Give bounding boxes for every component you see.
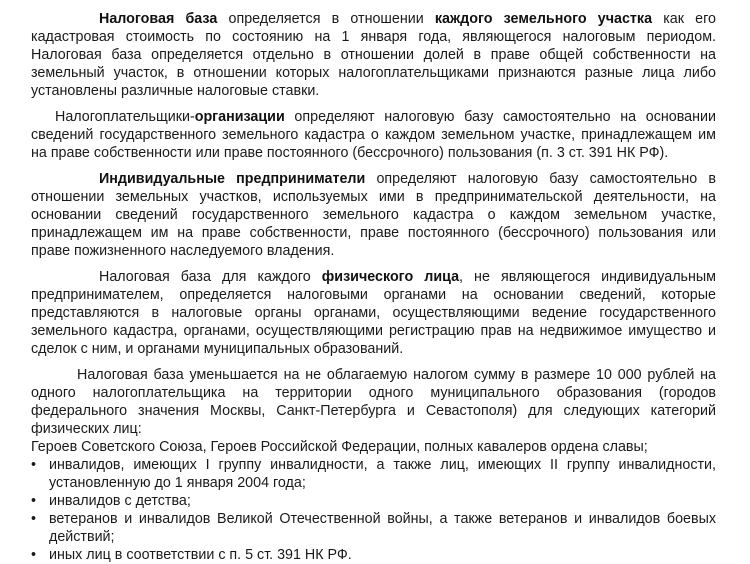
- list-item: [31, 510, 716, 546]
- bullet-icon: •: [31, 493, 37, 509]
- paragraph-entrepreneurs: [31, 170, 716, 260]
- bold-term: физического лица: [321, 269, 460, 285]
- bullet-icon: •: [31, 511, 37, 527]
- bold-term: Налоговая база: [99, 11, 218, 27]
- paragraph-text: как его кадастровая стоимость по состоянию на 1 января года, являющегося налоговым периодом. Налоговая база определяется отдельно в отношении долей в праве общей собственности на земельный участок, в отношении которых налогоплательщиками признаются разные лица либо установлены различные налоговые ставки.: [31, 11, 716, 99]
- list-item-text: инвалидов, имеющих I группу инвалидности, а также лиц, имеющих II группу инвалидности, установленную до 1 января 2004 года;: [49, 457, 716, 491]
- list-item-text: ветеранов и инвалидов Великой Отечественной войны, а также ветеранов и инвалидов боевых действий;: [49, 511, 716, 545]
- bullet-icon: •: [31, 547, 37, 563]
- paragraph-text: Налоговая база уменьшается на не облагаемую налогом сумму в размере 10 000 рублей на одного налогоплательщика на территории одного муниципального образования (городов федерального значения Москвы, Санкт-Петербурга и Севастополя) для следующих категорий физических лиц:: [31, 367, 716, 437]
- category-list: [31, 456, 716, 564]
- paragraph-deduction: [31, 366, 716, 438]
- list-item-text: иных лиц в соответствии с п. 5 ст. 391 НК РФ.: [49, 547, 352, 563]
- paragraph-text: определяют налоговую базу самостоятельно в отношении земельных участков, используемых ими в предпринимательской деятельности, на основании сведений государственного земельного кадастра о каждом земельном участке, принадлежащем им на праве собственности, праве постоянного (бессрочного) пользования или праве пожизненного наследуемого владения.: [31, 171, 716, 259]
- paragraph-text: Налоговая база для каждого: [99, 269, 322, 285]
- paragraph-tax-base-land-plot: [31, 10, 716, 100]
- list-item: [31, 546, 716, 564]
- bold-term: каждого земельного участка: [434, 11, 653, 27]
- list-item: [31, 456, 716, 492]
- paragraph-text: определяется в отношении: [217, 11, 435, 27]
- paragraph-text: определяют налоговую базу самостоятельно на основании сведений государственного земельного кадастра о каждом земельном участке, принадлежащем им на праве собственности или праве постоянного (бессрочного) пользования (п. 3 ст. 391 НК РФ).: [31, 109, 716, 161]
- bold-term: Индивидуальные предприниматели: [99, 171, 366, 187]
- bold-term: организации: [194, 109, 285, 125]
- paragraph-text: Налогоплательщики-: [55, 109, 195, 125]
- paragraph-individuals: [31, 268, 716, 358]
- paragraph-text: , не являющегося индивидуальным предпринимателем, определяется налоговыми органами на основании сведений, которые представляются в налоговые органы органами, осуществляющими ведение государственного земельного кадастра, органами, осуществляющими регистрацию прав на недвижимое имущество и сделок с ним, и органами муниципальных образований.: [31, 269, 716, 357]
- category-intro: Героев Советского Союза, Героев Российской Федерации, полных кавалеров ордена славы;: [31, 439, 648, 455]
- paragraph-organizations: [31, 108, 716, 162]
- list-item-text: инвалидов с детства;: [49, 493, 191, 509]
- list-item: [31, 492, 716, 510]
- bullet-icon: •: [31, 457, 37, 473]
